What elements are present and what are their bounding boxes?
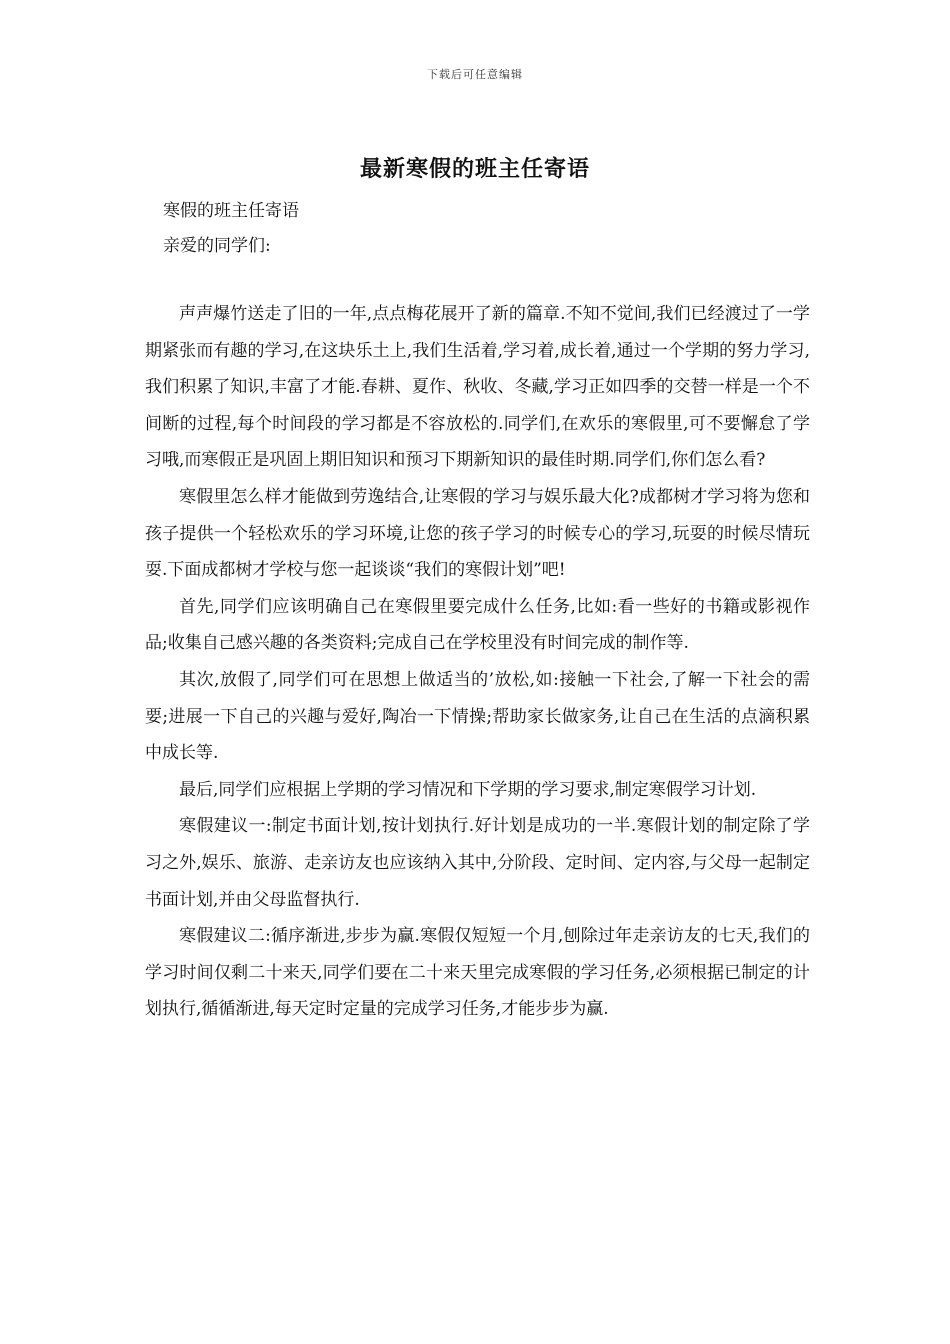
document-title: 最新寒假的班主任寄语 [359,156,590,182]
paragraph: 寒假建议一:制定书面计划,按计划执行.好计划是成功的一半.寒假计划的制定除了学习之外,娱乐、旅游、走亲访友也应该纳入其中,分阶段、定时间、定内容,与父母一起制定书面计划,并由父母监督执行. [145,816,810,910]
paragraph: 寒假里怎么样才能做到劳逸结合,让寒假的学习与娱乐最大化?成都树才学习将为您和孩子提供一个轻松欢乐的学习环境,让您的孩子学习的时候专心的学习,玩耍的时候尽情玩耍.下面成都树才学校与您一起谈谈“我们的寒假计划”吧! [145,486,810,581]
document-subtitle: 寒假的班主任寄语 [163,201,299,221]
paragraph: 最后,同学们应根据上学期的学习情况和下学期的学习要求,制定寒假学习计划. [179,779,757,800]
paragraph: 首先,同学们应该明确自己在寒假里要完成什么任务,比如:看一些好的书籍或影视作品;收集自己感兴趣的各类资料;完成自己在学校里没有时间完成的制作等. [145,596,810,654]
greeting-line: 亲爱的同学们: [163,236,271,256]
paragraph: 寒假建议二:循序渐进,步步为赢.寒假仅短短一个月,刨除过年走亲访友的七天,我们的学习时间仅剩二十来天,同学们要在二十来天里完成寒假的学习任务,必须根据已制定的计划执行,循循渐进,每天定时定量的完成学习任务,才能步步为赢. [145,926,810,1020]
paragraph: 声声爆竹送走了旧的一年,点点梅花展开了新的篇章.不知不觉间,我们已经渡过了一学期紧张而有趣的学习,在这块乐土上,我们生活着,学习着,成长着,通过一个学期的努力学习,我们积累了知识,丰富了才能.春耕、夏作、秋收、冬藏,学习正如四季的交替一样是一个不间断的过程,每个时间段的学习都是不容放松的.同学们,在欢乐的寒假里,可不要懈怠了学习哦,而寒假正是巩固上期旧知识和预习下期新知识的最佳时期.同学们,你们怎么看? [145,304,810,471]
paragraph: 其次,放假了,同学们可在思想上做适当的’放松,如:接触一下社会,了解一下社会的需要;进展一下自己的兴趣与爱好,陶冶一下情操;帮助家长做家务,让自己在生活的点滴积累中成长等. [145,669,810,764]
header-note: 下载后可任意编辑 [427,68,523,81]
body-text [145,296,810,1028]
